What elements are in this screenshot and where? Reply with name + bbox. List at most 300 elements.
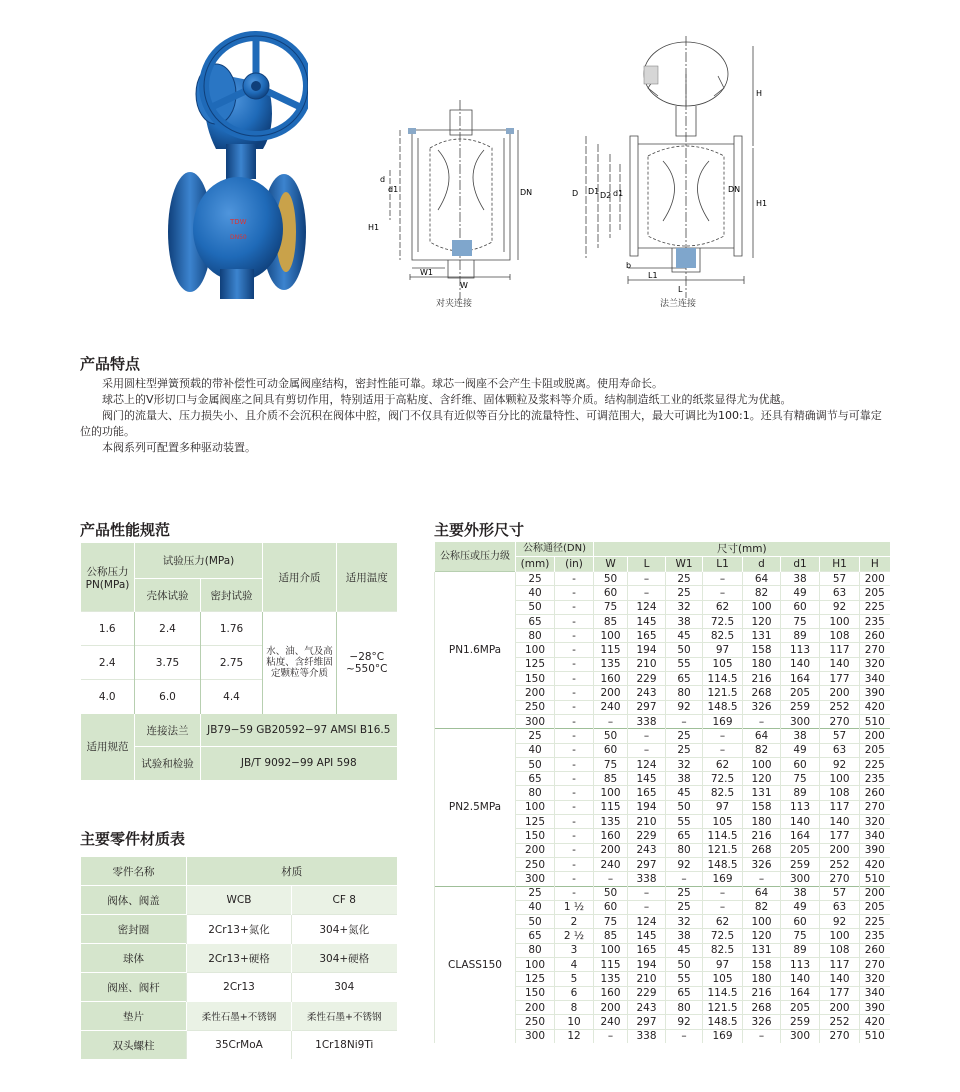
table-cell: 240 <box>594 700 628 714</box>
table-cell: 115 <box>594 958 628 972</box>
table-cell: 50 <box>666 800 703 814</box>
table-cell: 65 <box>666 986 703 1000</box>
table-cell: 150 <box>516 829 555 843</box>
table-cell: 100 <box>594 629 628 643</box>
table-cell: 55 <box>666 657 703 671</box>
table-cell: 92 <box>666 857 703 871</box>
feature-paragraph: 球芯上的V形切口与金属阀座之间具有剪切作用，特别适用于高粘度、含纤维、固体颗粒及浆料等介质。结构制造纸工业的纸浆显得尤为优越。 <box>102 393 792 406</box>
table-cell: 82.5 <box>703 629 743 643</box>
table-cell: 89 <box>781 943 820 957</box>
wafer-connection-drawing <box>360 100 540 300</box>
table-cell: 32 <box>666 757 703 771</box>
caption-flange: 法兰连接 <box>660 299 697 309</box>
table-cell: 148.5 <box>703 857 743 871</box>
table-cell: 125 <box>516 657 555 671</box>
table-cell: 40 <box>516 586 555 600</box>
table-cell: 165 <box>628 943 666 957</box>
part-name: 双头螺柱 <box>81 1031 187 1060</box>
table-cell: 100 <box>594 786 628 800</box>
table-cell: 140 <box>781 815 820 829</box>
table-cell: 216 <box>743 986 781 1000</box>
table-cell: - <box>555 614 594 628</box>
col-header-medium: 适用介质 <box>263 543 337 612</box>
col-header-shell: 壳体试验 <box>135 579 201 612</box>
table-cell: 148.5 <box>703 700 743 714</box>
table-cell: - <box>555 714 594 728</box>
table-cell: 194 <box>628 643 666 657</box>
table-cell: - <box>555 657 594 671</box>
dim-D: D <box>572 189 579 198</box>
table-cell: 340 <box>860 986 890 1000</box>
table-cell: 50 <box>666 958 703 972</box>
col-header-test: 试验压力(MPa) <box>135 543 263 579</box>
table-cell: – <box>628 586 666 600</box>
material-1: 柔性石墨+不锈钢 <box>187 1002 292 1031</box>
table-cell: 270 <box>860 958 890 972</box>
table-cell: 92 <box>666 700 703 714</box>
pn-value: 4.0 <box>81 680 135 714</box>
table-cell: 326 <box>743 700 781 714</box>
table-cell: 200 <box>516 843 555 857</box>
table-cell: 32 <box>666 600 703 614</box>
table-cell: 205 <box>860 900 890 914</box>
col-header-l1: L1 <box>703 557 743 572</box>
table-cell: – <box>628 743 666 757</box>
table-cell: 72.5 <box>703 772 743 786</box>
table-cell: 65 <box>666 672 703 686</box>
table-cell: 160 <box>594 829 628 843</box>
table-cell: 145 <box>628 772 666 786</box>
table-cell: 131 <box>743 786 781 800</box>
col-header-l: L <box>628 557 666 572</box>
part-name: 阀座、阀杆 <box>81 973 187 1002</box>
table-cell: 105 <box>703 972 743 986</box>
table-cell: 62 <box>703 915 743 929</box>
table-cell: - <box>555 686 594 700</box>
table-cell: 150 <box>516 672 555 686</box>
table-cell: 108 <box>820 629 860 643</box>
table-cell: 80 <box>516 943 555 957</box>
table-cell: 50 <box>516 915 555 929</box>
table-cell: 82 <box>743 743 781 757</box>
table-cell: 210 <box>628 815 666 829</box>
table-cell: – <box>594 872 628 886</box>
table-cell: 270 <box>820 872 860 886</box>
performance-table <box>80 542 397 780</box>
table-cell: - <box>555 886 594 900</box>
part-name: 垫片 <box>81 1002 187 1031</box>
temp-value <box>337 612 397 714</box>
table-cell: 85 <box>594 929 628 943</box>
table-cell: 390 <box>860 1000 890 1014</box>
table-cell: 125 <box>516 972 555 986</box>
table-cell: – <box>666 872 703 886</box>
table-cell: 340 <box>860 829 890 843</box>
table-cell: 72.5 <box>703 614 743 628</box>
table-cell: 320 <box>860 972 890 986</box>
photo-marking-tdw: TDW <box>230 218 247 226</box>
table-cell: 510 <box>860 872 890 886</box>
table-cell: 120 <box>743 614 781 628</box>
table-cell: 420 <box>860 1015 890 1029</box>
table-cell: 57 <box>820 572 860 586</box>
table-cell: 65 <box>666 829 703 843</box>
table-cell: 140 <box>781 972 820 986</box>
table-cell: 200 <box>516 686 555 700</box>
table-cell: 300 <box>516 872 555 886</box>
material-1: WCB <box>187 886 292 915</box>
table-cell: 270 <box>820 714 860 728</box>
dim-dn: DN <box>520 188 533 197</box>
temp-line: −28°C <box>349 650 385 663</box>
table-cell: 55 <box>666 972 703 986</box>
table-cell: 25 <box>666 729 703 743</box>
table-cell: – <box>666 714 703 728</box>
table-cell: 250 <box>516 857 555 871</box>
test-value: JB/T 9092−99 API 598 <box>201 747 397 780</box>
table-cell: - <box>555 815 594 829</box>
table-cell: 38 <box>781 729 820 743</box>
table-cell: 259 <box>781 700 820 714</box>
table-cell: 158 <box>743 643 781 657</box>
feature-paragraph: 本阀系列可配置多种驱动装置。 <box>102 441 256 454</box>
table-cell: 216 <box>743 672 781 686</box>
table-cell: - <box>555 629 594 643</box>
table-cell: 390 <box>860 843 890 857</box>
table-cell: 120 <box>743 929 781 943</box>
table-cell: 40 <box>516 743 555 757</box>
shell-value: 3.75 <box>135 646 201 680</box>
features-title: 产品特点 <box>80 355 141 373</box>
col-header-h: H <box>860 557 890 572</box>
table-cell: – <box>703 729 743 743</box>
table-cell: 2 <box>555 915 594 929</box>
table-cell: 38 <box>666 614 703 628</box>
table-cell: 270 <box>860 643 890 657</box>
table-cell: – <box>703 743 743 757</box>
table-cell: 38 <box>666 772 703 786</box>
table-cell: 240 <box>594 857 628 871</box>
table-cell: 300 <box>781 714 820 728</box>
table-cell: 145 <box>628 929 666 943</box>
table-cell: 97 <box>703 643 743 657</box>
dim-dn-right: DN <box>728 185 741 194</box>
table-cell: – <box>628 572 666 586</box>
table-cell: 260 <box>860 629 890 643</box>
table-cell: 390 <box>860 686 890 700</box>
dim-b: b <box>626 261 632 270</box>
pn-value: 2.4 <box>81 646 135 680</box>
materials-title: 主要零件材质表 <box>80 830 186 848</box>
table-cell: 89 <box>781 786 820 800</box>
table-cell: 80 <box>516 629 555 643</box>
col-header-d1: d1 <box>781 557 820 572</box>
table-cell: 45 <box>666 786 703 800</box>
table-cell: 205 <box>781 843 820 857</box>
table-cell: 140 <box>781 657 820 671</box>
dim-d1: d1 <box>388 185 399 194</box>
dim-h: H <box>756 89 763 98</box>
table-cell: 205 <box>781 1000 820 1014</box>
table-cell: 50 <box>594 572 628 586</box>
table-cell: - <box>555 729 594 743</box>
material-1: 2Cr13 <box>187 973 292 1002</box>
table-cell: 229 <box>628 829 666 843</box>
table-cell: 194 <box>628 800 666 814</box>
shell-value: 2.4 <box>135 612 201 646</box>
table-cell: 160 <box>594 672 628 686</box>
table-cell: 25 <box>516 572 555 586</box>
table-cell: 260 <box>860 943 890 957</box>
table-cell: 300 <box>781 872 820 886</box>
table-cell: 200 <box>594 843 628 857</box>
table-cell: 60 <box>781 915 820 929</box>
table-cell: 268 <box>743 686 781 700</box>
table-cell: 121.5 <box>703 1000 743 1014</box>
table-row <box>435 729 890 743</box>
table-cell: 131 <box>743 629 781 643</box>
materials-table <box>80 856 397 1059</box>
table-cell: 300 <box>781 1029 820 1043</box>
dim-w1: W1 <box>420 268 433 277</box>
table-cell: 25 <box>516 729 555 743</box>
table-cell: 177 <box>820 986 860 1000</box>
table-cell: 114.5 <box>703 829 743 843</box>
table-cell: 158 <box>743 958 781 972</box>
table-cell: 165 <box>628 629 666 643</box>
table-cell: 97 <box>703 958 743 972</box>
part-name: 球体 <box>81 944 187 973</box>
material-1: 2Cr13+氮化 <box>187 915 292 944</box>
table-cell: 75 <box>594 757 628 771</box>
table-cell: - <box>555 872 594 886</box>
table-cell: 200 <box>820 1000 860 1014</box>
table-cell: 205 <box>860 743 890 757</box>
table-cell: 82.5 <box>703 786 743 800</box>
table-cell: 75 <box>781 614 820 628</box>
table-cell: 259 <box>781 1015 820 1029</box>
material-2: 304 <box>292 973 397 1002</box>
table-cell: 113 <box>781 643 820 657</box>
table-cell: 145 <box>628 614 666 628</box>
table-cell: 75 <box>594 600 628 614</box>
table-cell: 64 <box>743 886 781 900</box>
table-cell: 120 <box>743 772 781 786</box>
table-cell: – <box>628 729 666 743</box>
table-cell: 135 <box>594 972 628 986</box>
table-cell: 164 <box>781 829 820 843</box>
table-cell: 326 <box>743 857 781 871</box>
table-cell: 97 <box>703 800 743 814</box>
table-cell: - <box>555 572 594 586</box>
table-cell: 124 <box>628 600 666 614</box>
table-cell: 50 <box>516 757 555 771</box>
table-cell: 113 <box>781 958 820 972</box>
col-header-size: 尺寸(mm) <box>594 542 890 557</box>
table-cell: 64 <box>743 572 781 586</box>
table-cell: 229 <box>628 672 666 686</box>
table-cell: 297 <box>628 1015 666 1029</box>
table-cell: 117 <box>820 800 860 814</box>
table-cell: 250 <box>516 1015 555 1029</box>
table-cell: 121.5 <box>703 843 743 857</box>
table-cell: - <box>555 586 594 600</box>
col-header-h1: H1 <box>820 557 860 572</box>
table-cell: 125 <box>516 815 555 829</box>
table-cell: – <box>703 900 743 914</box>
table-cell: 194 <box>628 958 666 972</box>
table-cell: 229 <box>628 986 666 1000</box>
group-name: PN1.6MPa <box>435 572 516 729</box>
seal-value: 2.75 <box>201 646 263 680</box>
table-cell: - <box>555 672 594 686</box>
table-cell: 5 <box>555 972 594 986</box>
table-cell: 49 <box>781 586 820 600</box>
table-cell: - <box>555 800 594 814</box>
dim-D2: D2 <box>600 191 612 200</box>
table-cell: 100 <box>516 643 555 657</box>
table-cell: 177 <box>820 672 860 686</box>
material-2: 1Cr18Ni9Ti <box>292 1031 397 1060</box>
table-cell: 82 <box>743 586 781 600</box>
col-header-d: d <box>743 557 781 572</box>
feature-paragraph: 阀门的流量大、压力损失小、且介质不会沉积在阀体中腔，阀门不仅具有近似等百分比的流量特性、可调范围大，最大可调比为100:1。还具有精确调节与可靠定位的功能。 <box>80 409 882 438</box>
table-cell: 49 <box>781 743 820 757</box>
table-cell: 240 <box>594 1015 628 1029</box>
table-cell: - <box>555 700 594 714</box>
table-cell: 510 <box>860 1029 890 1043</box>
part-name: 密封圈 <box>81 915 187 944</box>
valve-photo <box>168 14 308 304</box>
table-cell: 200 <box>820 843 860 857</box>
table-cell: 338 <box>628 714 666 728</box>
table-cell: 75 <box>594 915 628 929</box>
table-row <box>435 886 890 900</box>
col-header-mm: (mm) <box>516 557 555 572</box>
table-cell: 100 <box>820 929 860 943</box>
dimensions-body <box>435 542 890 1043</box>
table-cell: 45 <box>666 629 703 643</box>
table-cell: 100 <box>820 772 860 786</box>
table-cell: 55 <box>666 815 703 829</box>
table-cell: 50 <box>594 729 628 743</box>
table-cell: 252 <box>820 857 860 871</box>
table-cell: - <box>555 843 594 857</box>
seal-value: 1.76 <box>201 612 263 646</box>
table-cell: 80 <box>516 786 555 800</box>
dim-w: W <box>460 281 468 290</box>
table-cell: 268 <box>743 843 781 857</box>
table-cell: – <box>743 714 781 728</box>
table-cell: 85 <box>594 772 628 786</box>
table-cell: 65 <box>516 614 555 628</box>
table-cell: 60 <box>594 586 628 600</box>
table-cell: 80 <box>666 686 703 700</box>
table-cell: 225 <box>860 757 890 771</box>
table-cell: 100 <box>594 943 628 957</box>
table-cell: 140 <box>820 972 860 986</box>
table-cell: – <box>743 872 781 886</box>
table-cell: – <box>594 1029 628 1043</box>
table-cell: 108 <box>820 943 860 957</box>
table-cell: 259 <box>781 857 820 871</box>
table-cell: 216 <box>743 829 781 843</box>
seal-value: 4.4 <box>201 680 263 714</box>
table-cell: 60 <box>781 757 820 771</box>
table-cell: 65 <box>516 772 555 786</box>
table-cell: 158 <box>743 800 781 814</box>
table-cell: – <box>703 572 743 586</box>
feature-paragraph: 采用圆柱型弹簧预载的带补偿性可动金属阀座结构，密封性能可靠。球芯一阀座不会产生卡阻或脱离。使用寿命长。 <box>102 377 663 390</box>
table-cell: 260 <box>860 786 890 800</box>
table-cell: 124 <box>628 757 666 771</box>
table-cell: 49 <box>781 900 820 914</box>
temp-line: ~550°C <box>346 662 388 675</box>
table-cell: 38 <box>666 929 703 943</box>
table-cell: 45 <box>666 943 703 957</box>
table-cell: 38 <box>781 572 820 586</box>
table-cell: 160 <box>594 986 628 1000</box>
table-cell: 250 <box>516 700 555 714</box>
table-cell: 135 <box>594 815 628 829</box>
table-cell: 131 <box>743 943 781 957</box>
photo-marking-dn: DN50 <box>230 234 247 241</box>
test-label: 试验和检验 <box>135 747 201 780</box>
table-cell: 169 <box>703 1029 743 1043</box>
table-cell: 200 <box>860 572 890 586</box>
table-cell: 100 <box>743 757 781 771</box>
table-cell: - <box>555 743 594 757</box>
table-cell: 92 <box>820 915 860 929</box>
table-cell: 100 <box>516 800 555 814</box>
table-cell: 235 <box>860 614 890 628</box>
dim-l: L <box>678 285 683 294</box>
table-cell: – <box>628 900 666 914</box>
table-cell: 270 <box>820 1029 860 1043</box>
dim-D1: D1 <box>588 187 600 196</box>
table-cell: 6 <box>555 986 594 1000</box>
table-cell: 65 <box>516 929 555 943</box>
material-1: 35CrMoA <box>187 1031 292 1060</box>
table-cell: 115 <box>594 643 628 657</box>
group-name: PN2.5MPa <box>435 729 516 886</box>
table-cell: 105 <box>703 815 743 829</box>
dim-d1-right: d1 <box>613 189 624 198</box>
features-body <box>80 376 890 456</box>
table-cell: 64 <box>743 729 781 743</box>
table-cell: 25 <box>666 572 703 586</box>
table-cell: 92 <box>666 1015 703 1029</box>
dimensions-table <box>434 541 890 1043</box>
col-header-pn: 公称压力PN(MPa) <box>81 543 135 612</box>
table-cell: 225 <box>860 600 890 614</box>
caption-wafer: 对夹连接 <box>436 299 473 309</box>
table-cell: - <box>555 786 594 800</box>
col-header-w1: W1 <box>666 557 703 572</box>
table-cell: 270 <box>860 800 890 814</box>
table-cell: 100 <box>516 958 555 972</box>
table-cell: 63 <box>820 900 860 914</box>
spec-label: 适用规范 <box>81 714 135 780</box>
table-cell: 60 <box>781 600 820 614</box>
table-cell: - <box>555 829 594 843</box>
table-cell: 252 <box>820 700 860 714</box>
table-cell: 164 <box>781 672 820 686</box>
table-cell: 75 <box>781 772 820 786</box>
table-cell: 165 <box>628 786 666 800</box>
table-cell: 2 ½ <box>555 929 594 943</box>
table-cell: 300 <box>516 1029 555 1043</box>
